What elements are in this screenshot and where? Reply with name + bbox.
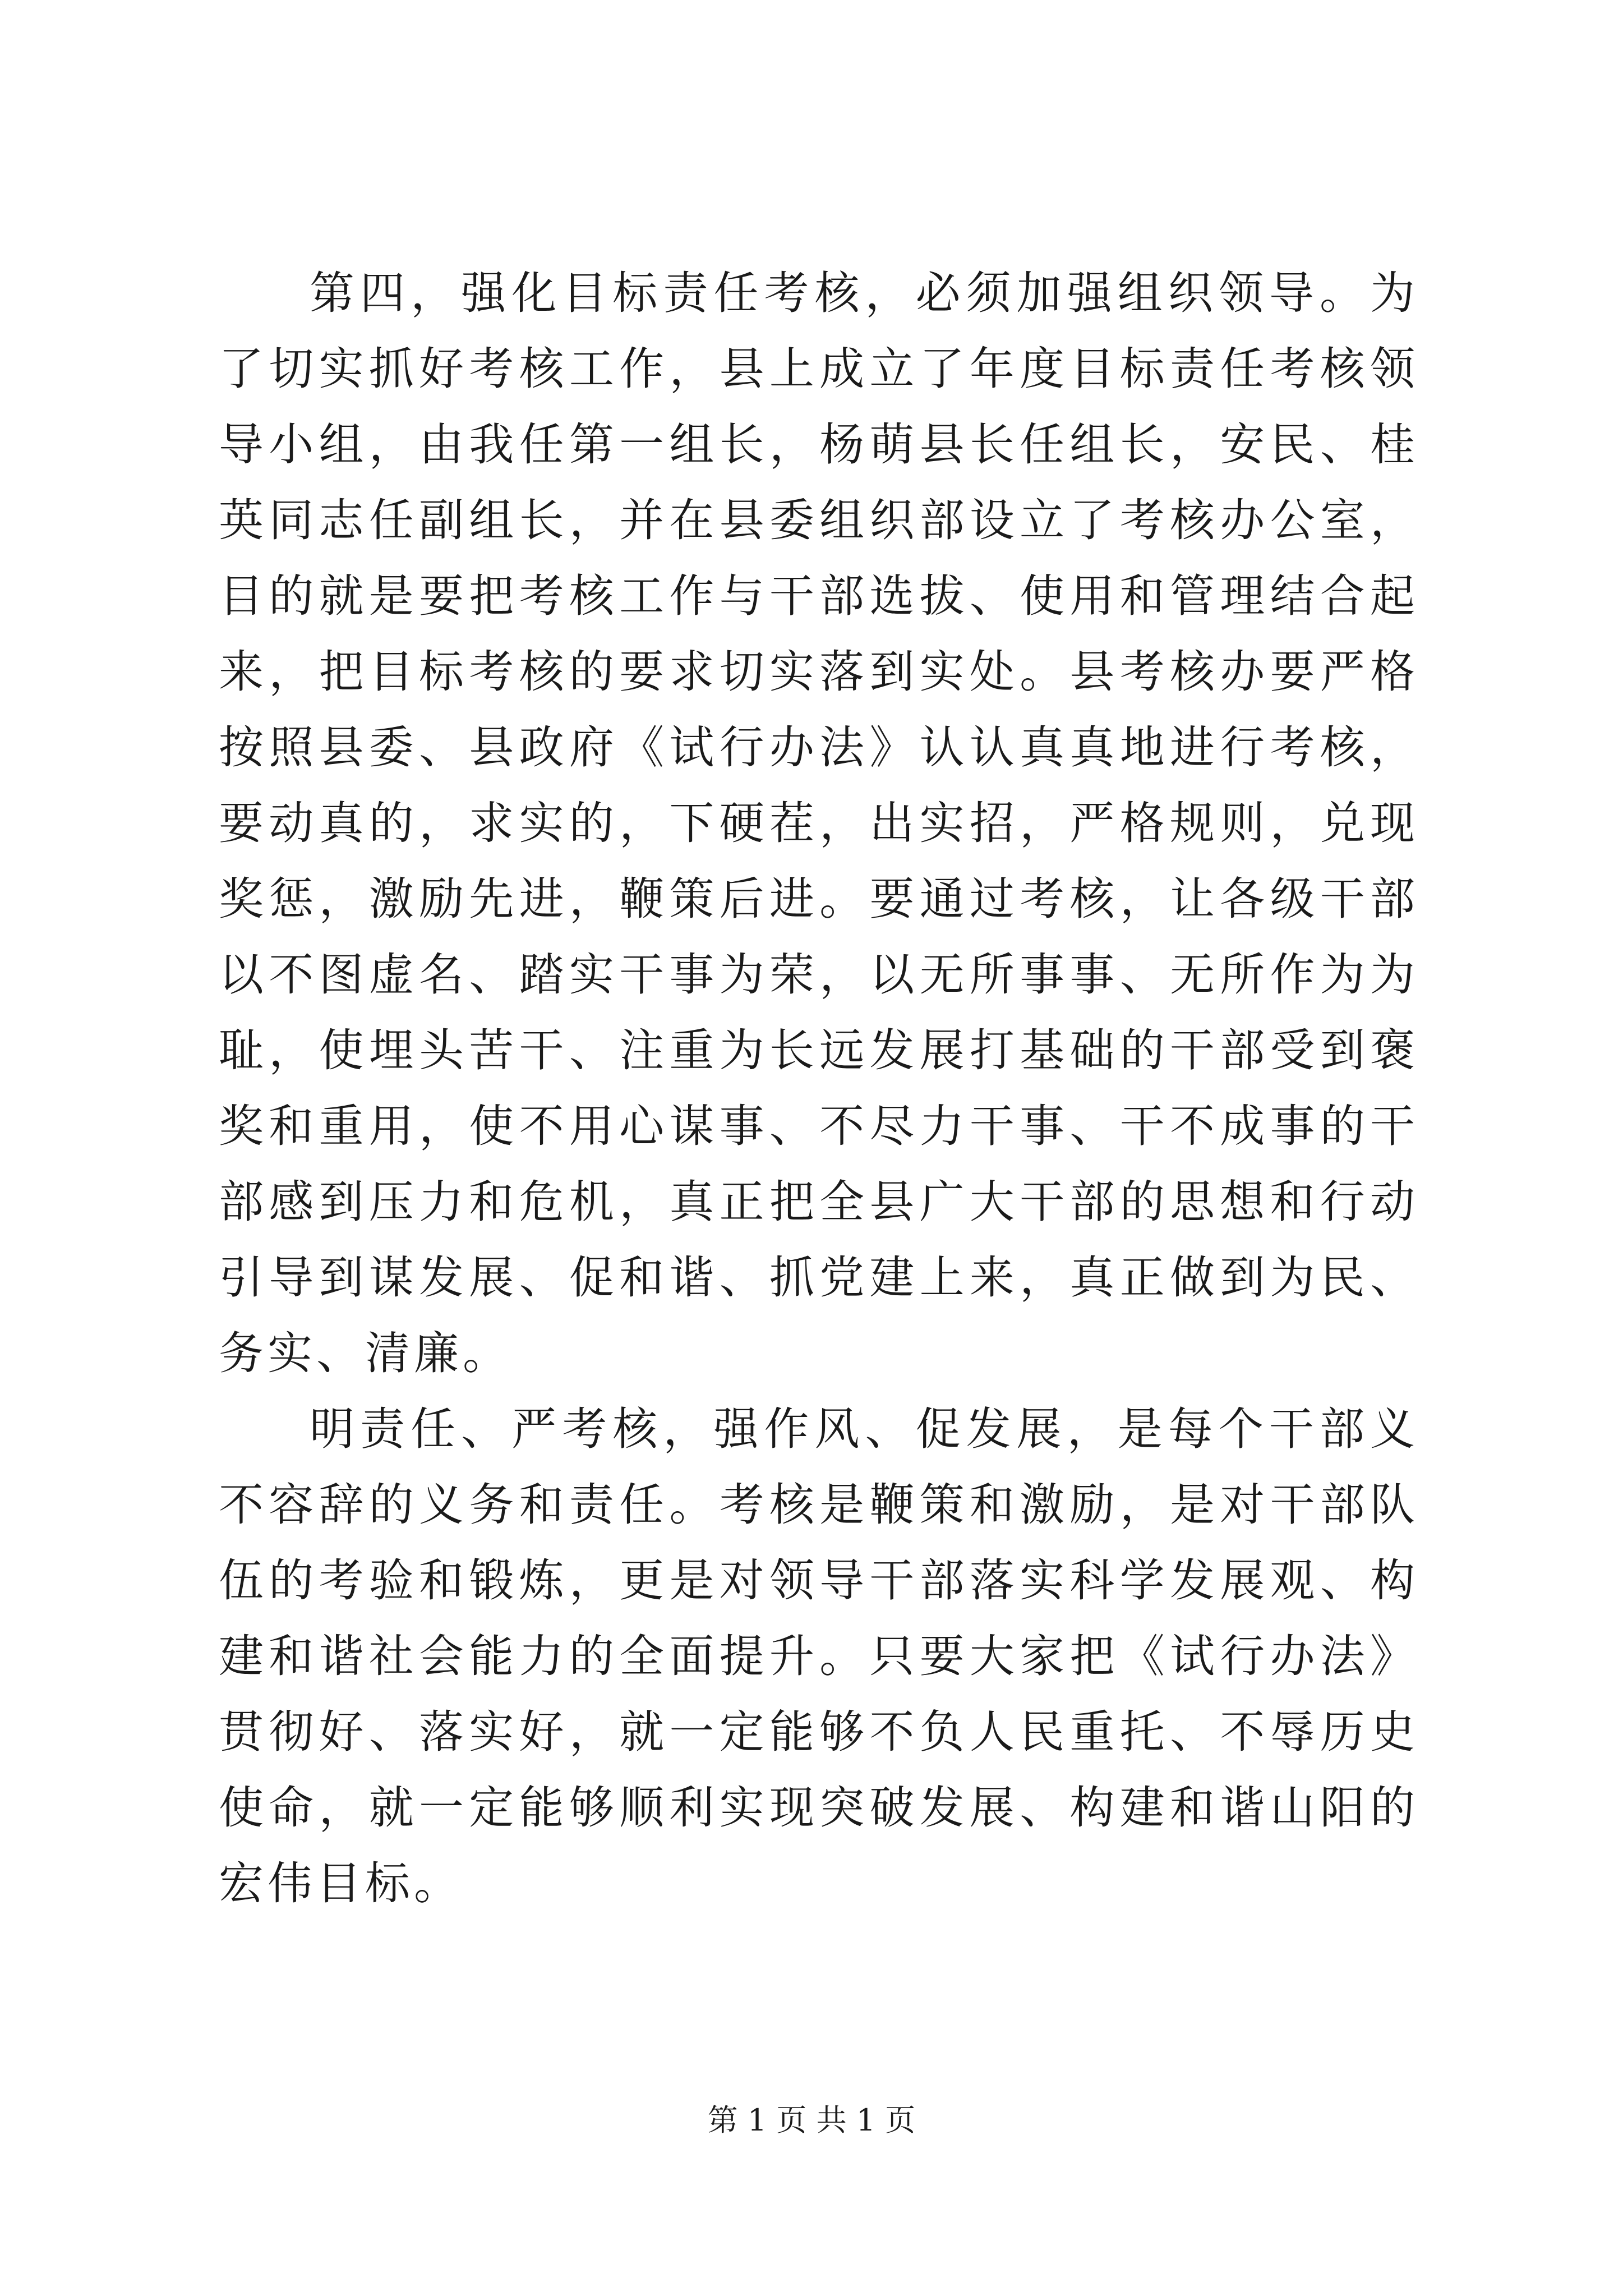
page-number-label: 第 1 页 共 1 页 — [707, 2102, 916, 2138]
paragraph-2: 明责任、严考核，强作风、促发展，是每个干部义不容辞的义务和责任。考核是鞭策和激励，是对干部队伍的考验和锻炼，更是对领导干部落实科学发展观、构建和谐社会能力的全面提升。只要大家把《试行办法》贯彻好、落实好，就一定能够不负人民重托、不辱历史使命，就一定能够顺利实现突破发展、构建和谐山阳的宏伟目标。 — [219, 1403, 1419, 1910]
document-body — [219, 255, 1419, 1921]
page-footer — [0, 2098, 1623, 2143]
paragraph-1: 第四，强化目标责任考核，必须加强组织领导。为了切实抓好考核工作，县上成立了年度目标责任考核领导小组，由我任第一组长，杨萌县长任组长，安民、桂英同志任副组长，并在县委组织部设立了考核办公室，目的就是要把考核工作与干部选拔、使用和管理结合起来，把目标考核的要求切实落到实处。县考核办要严格按照县委、县政府《试行办法》认认真真地进行考核，要动真的，求实的，下硬茬，出实招，严格规则，兑现奖惩，激励先进，鞭策后进。要通过考核，让各级干部以不图虚名、踏实干事为荣，以无所事事、无所作为为耻，使埋头苦干、注重为长远发展打基础的干部受到褒奖和重用，使不用心谋事、不尽力干事、干不成事的干部感到压力和危机，真正把全县广大干部的思想和行动引导到谋发展、促和谐、抓党建上来，真正做到为民、务实、清廉。 — [219, 267, 1419, 1379]
